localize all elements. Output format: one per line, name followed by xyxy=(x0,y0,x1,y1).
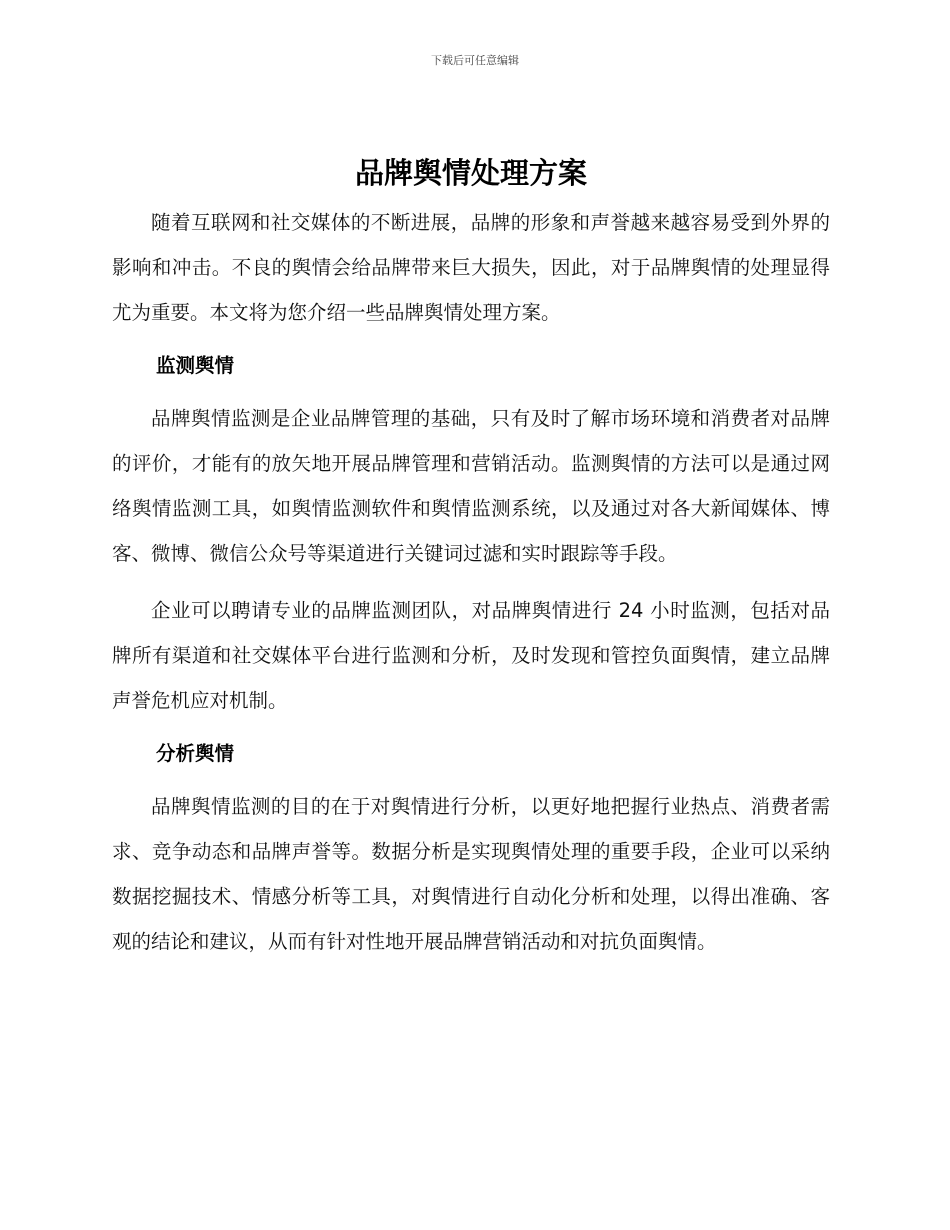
document-body xyxy=(112,152,830,964)
analysis-paragraph-1: 品牌舆情监测的目的在于对舆情进行分析，以更好地把握行业热点、消费者需求、竞争动态和品牌声誉等。数据分析是实现舆情处理的重要手段，企业可以采纳数据挖掘技术、情感分析等工具，对舆情进行自动化分析和处理，以得出准确、客观的结论和建议，从而有针对性地开展品牌营销活动和对抗负面舆情。 xyxy=(112,795,830,953)
header-note: 下载后可任意编辑 xyxy=(431,54,519,67)
section-heading-analysis: 分析舆情 xyxy=(156,742,235,765)
document-title: 品牌舆情处理方案 xyxy=(354,156,587,190)
section-heading-monitoring: 监测舆情 xyxy=(156,354,235,377)
intro-paragraph: 随着互联网和社交媒体的不断进展，品牌的形象和声誉越来越容易受到外界的影响和冲击。不良的舆情会给品牌带来巨大损失，因此，对于品牌舆情的处理显得尤为重要。本文将为您介绍一些品牌舆情处理方案。 xyxy=(112,211,830,324)
monitoring-paragraph-2: 企业可以聘请专业的品牌监测团队，对品牌舆情进行 24 小时监测，包括对品牌所有渠道和社交媒体平台进行监测和分析，及时发现和管控负面舆情，建立品牌声誉危机应对机制。 xyxy=(112,599,830,712)
monitoring-paragraph-1: 品牌舆情监测是企业品牌管理的基础，只有及时了解市场环境和消费者对品牌的评价，才能有的放矢地开展品牌管理和营销活动。监测舆情的方法可以是通过网络舆情监测工具，如舆情监测软件和舆情监测系统，以及通过对各大新闻媒体、博客、微博、微信公众号等渠道进行关键词过滤和实时跟踪等手段。 xyxy=(112,407,830,565)
